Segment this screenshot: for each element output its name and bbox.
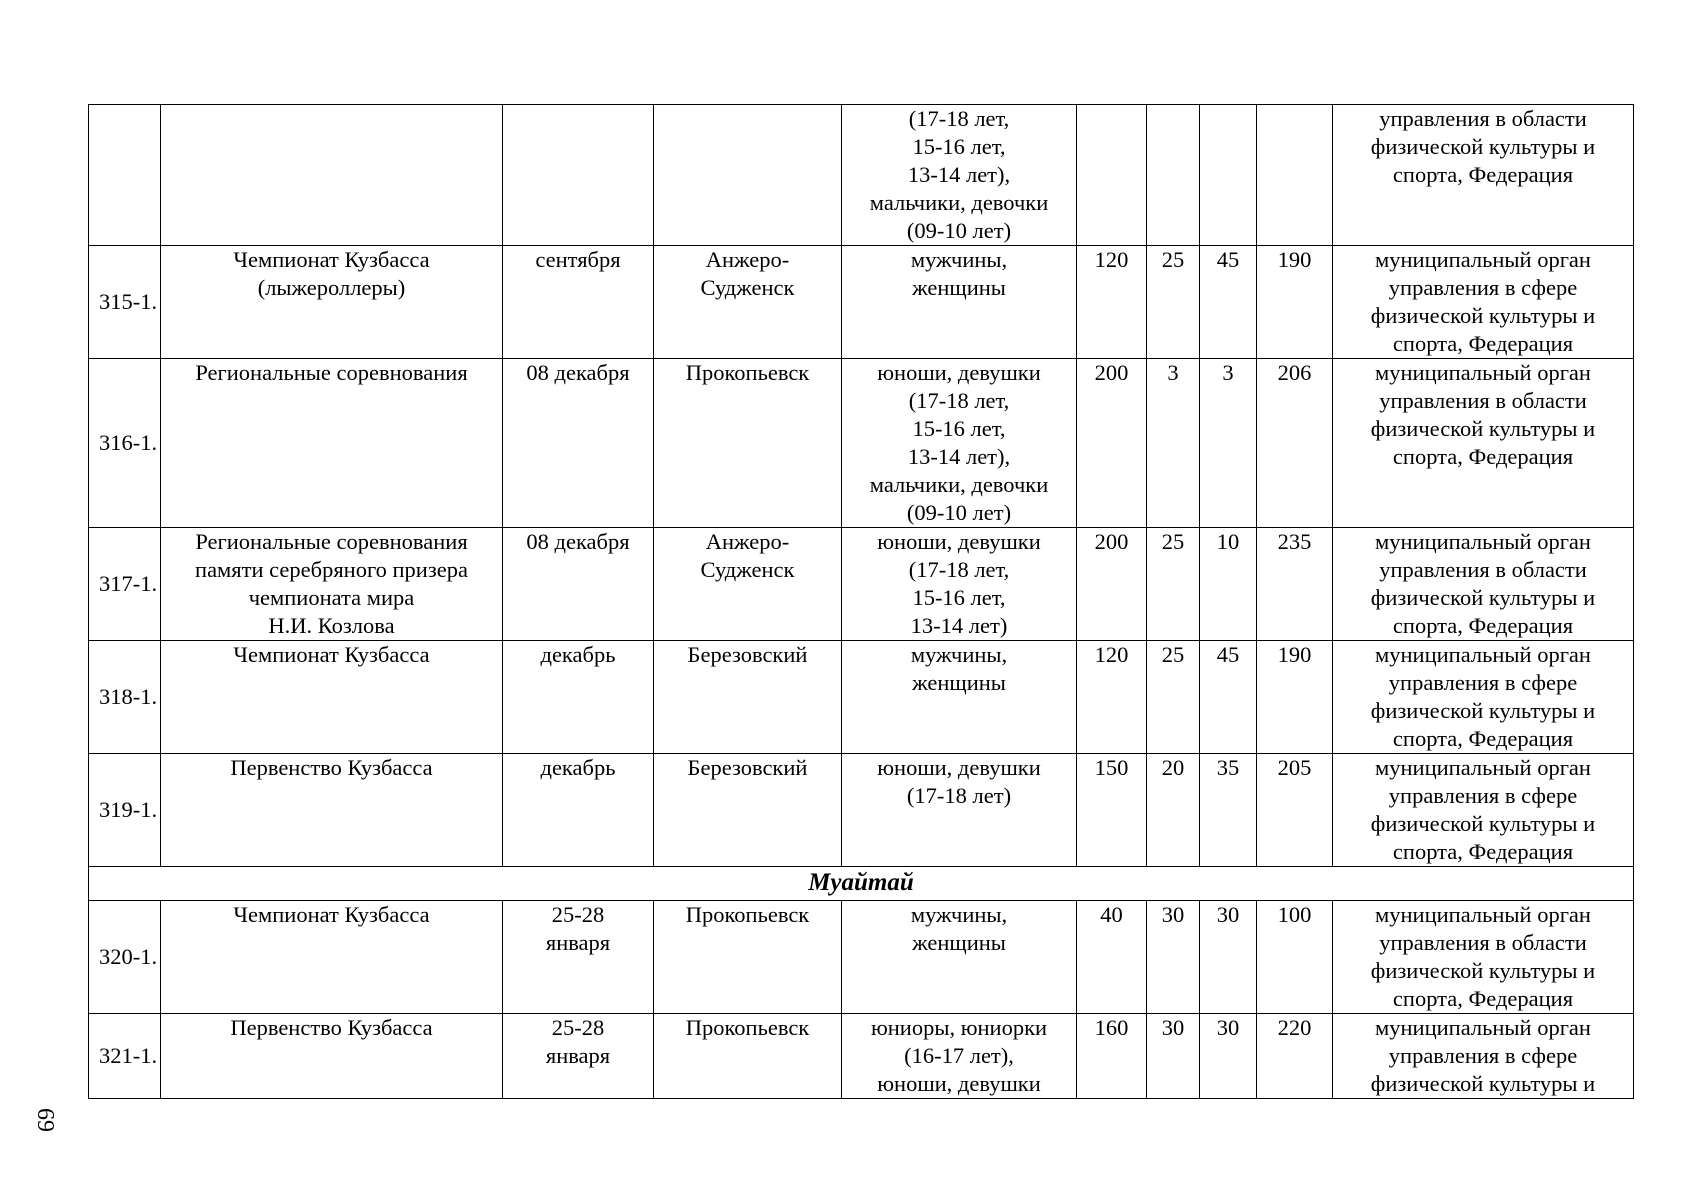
event-place: Прокопьевск (654, 901, 842, 1014)
count-b: 30 (1147, 1014, 1200, 1099)
row-number: 319-1. (89, 754, 161, 867)
event-place: Березовский (654, 754, 842, 867)
event-organizer: муниципальный орган управления в сфере физической культуры и спорта, Федерация (1333, 246, 1634, 359)
count-a: 200 (1077, 528, 1147, 641)
event-name: Первенство Кузбасса (161, 754, 503, 867)
event-participants: мужчины, женщины (842, 901, 1077, 1014)
count-a: 150 (1077, 754, 1147, 867)
count-total: 205 (1257, 754, 1333, 867)
event-date: 08 декабря (503, 359, 654, 528)
count-c: 30 (1200, 901, 1257, 1014)
event-name: Региональные соревнования (161, 359, 503, 528)
count-a: 160 (1077, 1014, 1147, 1099)
count-c: 35 (1200, 754, 1257, 867)
page-number: 69 (32, 1108, 58, 1132)
event-participants: юниоры, юниорки (16-17 лет), юноши, девушки (842, 1014, 1077, 1099)
event-name (161, 105, 503, 246)
count-total (1257, 105, 1333, 246)
event-organizer: муниципальный орган управления в области физической культуры и спорта, Федерация (1333, 901, 1634, 1014)
count-a: 120 (1077, 641, 1147, 754)
count-a: 120 (1077, 246, 1147, 359)
count-b: 30 (1147, 901, 1200, 1014)
event-organizer: муниципальный орган управления в сфере физической культуры и спорта, Федерация (1333, 641, 1634, 754)
event-date: декабрь (503, 641, 654, 754)
count-a: 40 (1077, 901, 1147, 1014)
count-total: 220 (1257, 1014, 1333, 1099)
table-row (89, 359, 1634, 528)
count-total: 235 (1257, 528, 1333, 641)
event-name: Чемпионат Кузбасса (161, 641, 503, 754)
row-number: 316-1. (89, 359, 161, 528)
count-b: 25 (1147, 641, 1200, 754)
event-participants: (17-18 лет, 15-16 лет, 13-14 лет), мальчики, девочки (09-10 лет) (842, 105, 1077, 246)
event-date: 25-28 января (503, 901, 654, 1014)
row-number: 318-1. (89, 641, 161, 754)
event-participants: юноши, девушки (17-18 лет, 15-16 лет, 13-14 лет) (842, 528, 1077, 641)
table-row (89, 1014, 1634, 1099)
count-c: 45 (1200, 641, 1257, 754)
events-table (88, 104, 1634, 1099)
event-organizer: муниципальный орган управления в сфере физической культуры и (1333, 1014, 1634, 1099)
count-b: 3 (1147, 359, 1200, 528)
event-place: Прокопьевск (654, 1014, 842, 1099)
table-row (89, 105, 1634, 246)
row-number: 320-1. (89, 901, 161, 1014)
event-place: Березовский (654, 641, 842, 754)
event-place (654, 105, 842, 246)
event-name: Чемпионат Кузбасса (лыжероллеры) (161, 246, 503, 359)
count-b: 20 (1147, 754, 1200, 867)
count-b: 25 (1147, 246, 1200, 359)
count-c: 30 (1200, 1014, 1257, 1099)
event-place: Анжеро- Судженск (654, 246, 842, 359)
event-organizer: муниципальный орган управления в сфере физической культуры и спорта, Федерация (1333, 754, 1634, 867)
row-number: 317-1. (89, 528, 161, 641)
section-title: Муайтай (89, 867, 1634, 901)
count-c (1200, 105, 1257, 246)
count-c: 3 (1200, 359, 1257, 528)
event-date: 25-28 января (503, 1014, 654, 1099)
count-a (1077, 105, 1147, 246)
event-date: сентября (503, 246, 654, 359)
count-c: 10 (1200, 528, 1257, 641)
table-row (89, 641, 1634, 754)
event-organizer: управления в области физической культуры и спорта, Федерация (1333, 105, 1634, 246)
count-total: 206 (1257, 359, 1333, 528)
count-total: 100 (1257, 901, 1333, 1014)
section-header-row (89, 867, 1634, 901)
event-date (503, 105, 654, 246)
count-total: 190 (1257, 641, 1333, 754)
table-row (89, 528, 1634, 641)
event-name: Чемпионат Кузбасса (161, 901, 503, 1014)
table-row (89, 754, 1634, 867)
row-number: 315-1. (89, 246, 161, 359)
event-place: Прокопьевск (654, 359, 842, 528)
table-row (89, 246, 1634, 359)
count-a: 200 (1077, 359, 1147, 528)
count-b: 25 (1147, 528, 1200, 641)
count-b (1147, 105, 1200, 246)
count-c: 45 (1200, 246, 1257, 359)
event-participants: мужчины, женщины (842, 641, 1077, 754)
event-place: Анжеро- Судженск (654, 528, 842, 641)
row-number: 321-1. (89, 1014, 161, 1099)
event-participants: юноши, девушки (17-18 лет, 15-16 лет, 13-14 лет), мальчики, девочки (09-10 лет) (842, 359, 1077, 528)
table-row (89, 901, 1634, 1014)
count-total: 190 (1257, 246, 1333, 359)
event-name: Региональные соревнования памяти серебряного призера чемпионата мира Н.И. Козлова (161, 528, 503, 641)
event-organizer: муниципальный орган управления в области физической культуры и спорта, Федерация (1333, 528, 1634, 641)
event-date: 08 декабря (503, 528, 654, 641)
event-date: декабрь (503, 754, 654, 867)
event-participants: юноши, девушки (17-18 лет) (842, 754, 1077, 867)
row-number (89, 105, 161, 246)
event-name: Первенство Кузбасса (161, 1014, 503, 1099)
event-participants: мужчины, женщины (842, 246, 1077, 359)
event-organizer: муниципальный орган управления в области физической культуры и спорта, Федерация (1333, 359, 1634, 528)
